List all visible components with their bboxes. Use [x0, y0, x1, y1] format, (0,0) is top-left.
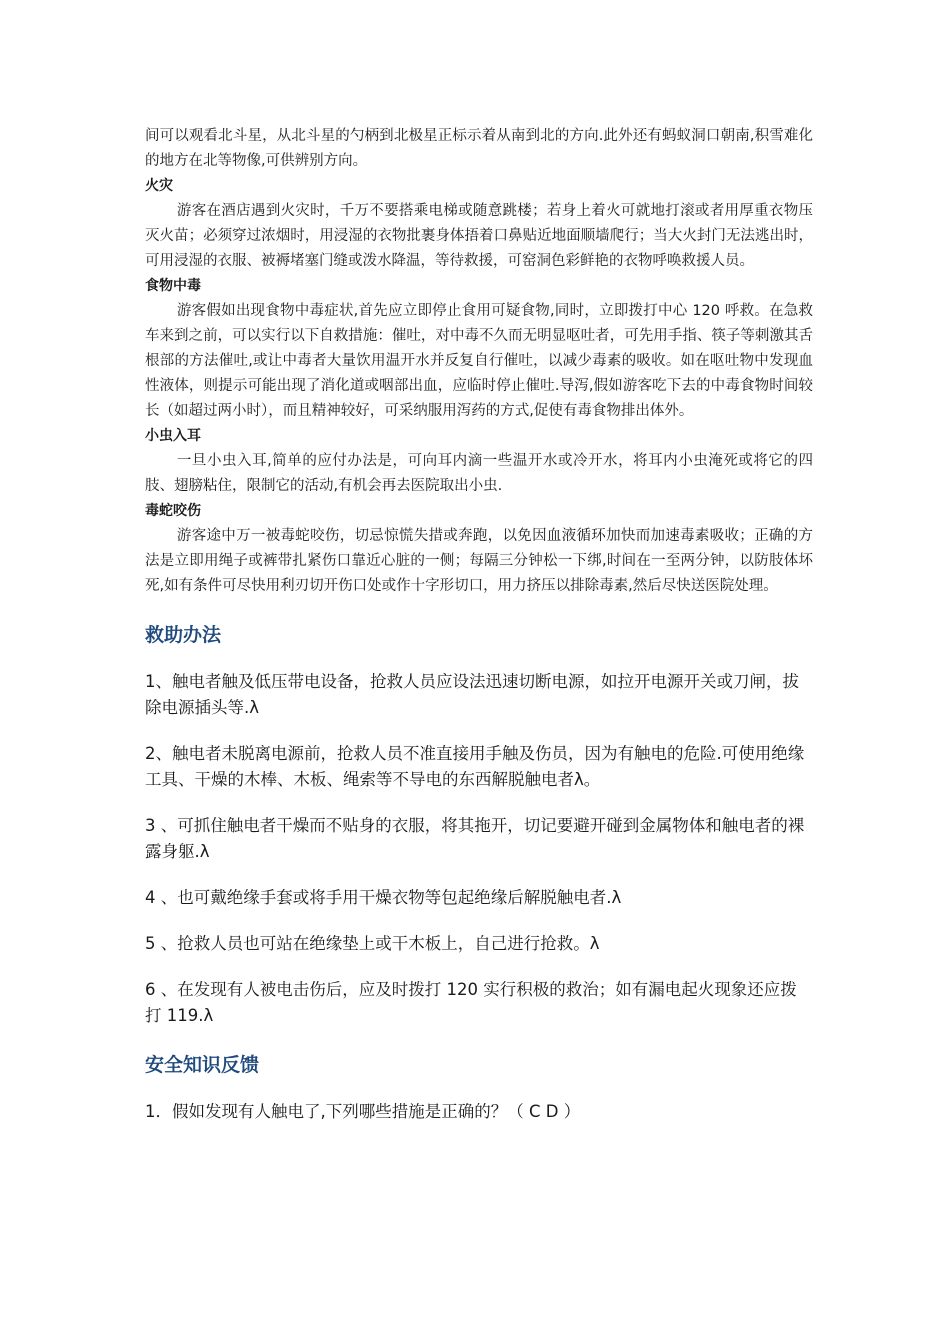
rescue-item-3: 3 、可抓住触电者干燥而不贴身的衣服，将其拖开，切记要避开碰到金属物体和触电者的裸露身躯.λ: [145, 816, 805, 861]
feedback-question-1: 1．假如发现有人触电了,下列哪些措施是正确的？（ C D ）: [145, 1102, 581, 1121]
rescue-item-1: 1、触电者触及低压带电设备，抢救人员应设法迅速切断电源，如拉开电源开关或刀闸，拔除电源插头等.λ: [145, 672, 799, 717]
intro-continuation: 间可以观看北斗星，从北斗星的勺柄到北极星正标示着从南到北的方向.此外还有蚂蚁洞口朝南,积雪难化的地方在北等物像,可供辨别方向。: [145, 128, 813, 169]
insect-ear-heading: 小虫入耳: [145, 428, 201, 444]
rescue-item-4: 4 、也可戴绝缘手套或将手用干燥衣物等包起绝缘后解脱触电者.λ: [145, 888, 622, 907]
rescue-item-2: 2、触电者未脱离电源前，抢救人员不准直接用手触及伤员，因为有触电的危险.可使用绝缘工具、干燥的木棒、木板、绳索等不导电的东西解脱触电者λ。: [145, 744, 805, 789]
food-poisoning-body: 游客假如出现食物中毒症状,首先应立即停止食用可疑食物,同时，立即拨打中心 120 呼救。在急救车来到之前，可以实行以下自救措施：催吐，对中毒不久而无明显呕吐者，可先用手指、筷子等刺激其舌根部的方法催吐,或让中毒者大量饮用温开水并反复自行催吐，以减少毒素的吸收。如在呕吐物中发现血性液体，则提示可能出现了消化道或咽部出血，应临时停止催吐.导泻,假如游客吃下去的中毒食物时间较长（如超过两小时），而且精神较好，可采纳服用泻药的方式,促使有毒食物排出体外。: [145, 303, 813, 419]
document-page: [145, 124, 813, 1125]
fire-heading: 火灾: [145, 178, 173, 194]
food-poisoning-heading: 食物中毒: [145, 278, 201, 294]
snake-bite-heading: 毒蛇咬伤: [145, 503, 201, 519]
rescue-item-5: 5 、抢救人员也可站在绝缘垫上或干木板上，自己进行抢救。λ: [145, 934, 600, 953]
feedback-section-title: 安全知识反馈: [145, 1054, 260, 1076]
insect-ear-body: 一旦小虫入耳,简单的应付办法是，可向耳内滴一些温开水或冷开水，将耳内小虫淹死或将它的四肢、翅膀粘住，限制它的活动,有机会再去医院取出小虫.: [145, 453, 813, 494]
snake-bite-body: 游客途中万一被毒蛇咬伤，切忌惊慌失措或奔跑，以免因血液循环加快而加速毒素吸收；正确的方法是立即用绳子或裤带扎紧伤口靠近心脏的一侧；每隔三分钟松一下绑,时间在一至两分钟，以防肢体坏死,如有条件可尽快用利刃切开伤口处或作十字形切口，用力挤压以排除毒素,然后尽快送医院处理。: [145, 528, 813, 594]
rescue-section-title: 救助办法: [145, 624, 222, 646]
rescue-item-6: 6 、在发现有人被电击伤后，应及时拨打 120 实行积极的救治；如有漏电起火现象还应拨打 119.λ: [145, 980, 797, 1025]
fire-body: 游客在酒店遇到火灾时，千万不要搭乘电梯或随意跳楼；若身上着火可就地打滚或者用厚重衣物压灭火苗；必须穿过浓烟时，用浸湿的衣物批裹身体捂着口鼻贴近地面顺墙爬行；当大火封门无法逃出时，可用浸湿的衣服、被褥堵塞门缝或泼水降温，等待救援，可窑洞色彩鲜艳的衣物呼唤救援人员。: [145, 203, 813, 269]
